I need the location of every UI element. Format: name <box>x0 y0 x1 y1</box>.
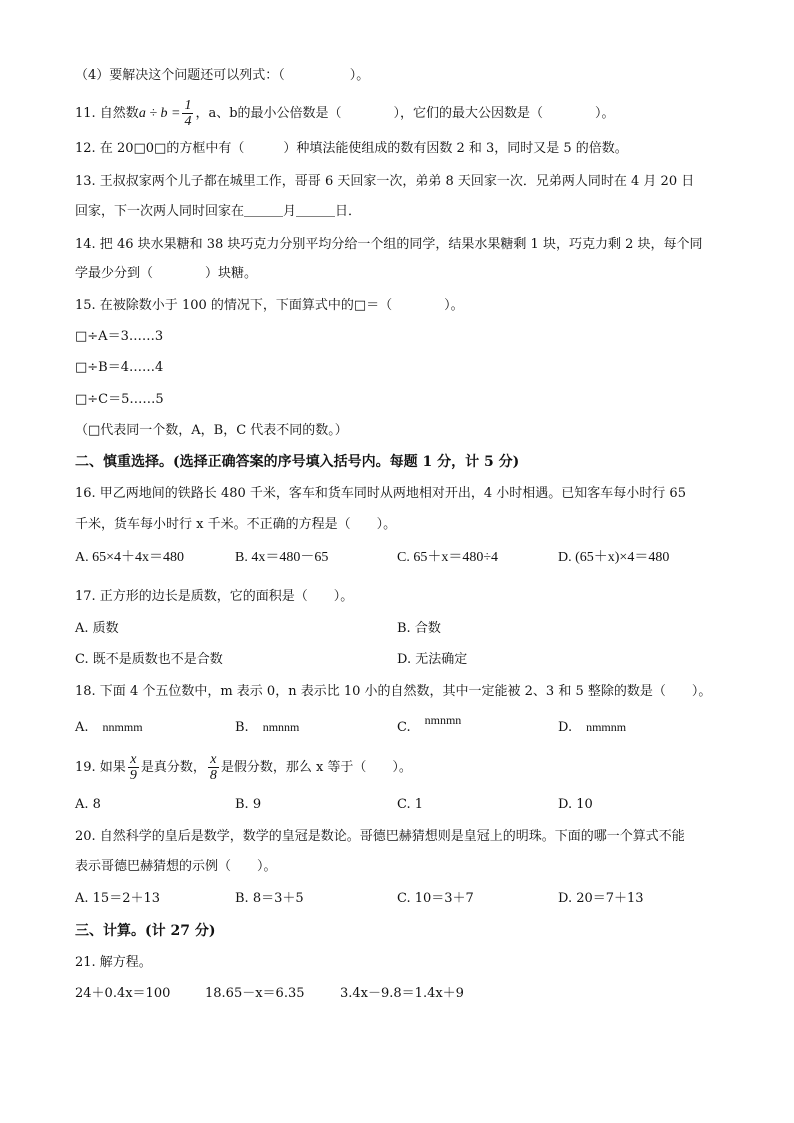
question-16-line-1: 16. 甲乙两地间的铁路长 480 千米，客车和货车同时从两地相对开出，4 小时相遇。已知客车每小时行 65 <box>75 486 686 501</box>
question-14-line-1: 14. 把 46 块水果糖和 38 块巧克力分别平均分给一个组的同学，结果水果糖剩 1 块，巧克力剩 2 块，每个同 <box>75 237 703 252</box>
question-18-stem: 18. 下面 4 个五位数中，m 表示 0，n 表示比 10 小的自然数，其中一定能被 2、3 和 5 整除的数是（ ）。 <box>75 684 712 699</box>
q17-option-d[interactable]: D. 无法确定 <box>397 652 468 667</box>
q18-option-c[interactable] <box>397 713 462 737</box>
q16-option-c[interactable]: C. 65＋x＝480÷4 <box>397 550 499 565</box>
q19-option-a[interactable]: A. 8 <box>75 797 101 812</box>
question-15-equation-1: □÷A＝3……3 <box>75 329 164 344</box>
question-14-line-2: 学最少分到（ ）块糖。 <box>75 266 258 281</box>
q19-fraction-1-numerator: x <box>128 752 139 768</box>
q19-fraction-2-denominator: 8 <box>209 768 217 783</box>
q20-option-d[interactable]: D. 20＝7＋13 <box>558 891 644 906</box>
q17-option-a[interactable]: A. 质数 <box>75 621 119 636</box>
question-15-note: （□代表同一个数，A，B，C 代表不同的数。） <box>75 423 348 438</box>
question-20-line-2: 表示哥德巴赫猜想的示例（ ）。 <box>75 859 277 874</box>
question-13-line-2: 回家，下一次两人同时回家在＿＿＿月＿＿＿日． <box>75 204 362 219</box>
q18-option-b[interactable] <box>235 718 299 737</box>
q19-suffix: 是假分数，那么 x 等于（ ）。 <box>220 760 412 775</box>
q11-fraction-denominator: 4 <box>184 114 192 129</box>
q18-option-a-letter: A. <box>75 720 89 735</box>
question-17-stem: 17. 正方形的边长是质数，它的面积是（ ）。 <box>75 589 354 604</box>
q20-option-b[interactable]: B. 8＝3＋5 <box>235 891 304 906</box>
q11-fraction-numerator: 1 <box>184 98 192 113</box>
q11-fraction <box>182 98 193 129</box>
q21-equation-1: 24＋0.4x＝100 <box>75 986 171 1001</box>
question-20-line-1: 20. 自然科学的皇后是数学，数学的皇冠是数论。哥德巴赫猜想则是皇冠上的明珠。下面的哪一个算式不能 <box>75 829 685 844</box>
q16-option-d[interactable]: D. (65＋x)×4＝480 <box>558 550 670 565</box>
q11-suffix: ，a、b的最小公倍数是（ ），它们的最大公因数是（ ）。 <box>195 106 615 121</box>
section-3-heading: 三、计算。(计 27 分) <box>75 923 216 939</box>
q18-option-c-value: nmnmn <box>424 713 462 727</box>
question-21-stem: 21. 解方程。 <box>75 955 152 970</box>
q19-fraction-2-numerator: x <box>208 752 219 768</box>
question-15-equation-3: □÷C＝5……5 <box>75 392 164 407</box>
q18-option-b-value: nmnnm <box>262 720 300 734</box>
question-10-4: （4）要解决这个问题还可以列式：（ ）。 <box>75 68 370 83</box>
question-16-line-2: 千米，货车每小时行 x 千米。不正确的方程是（ ）。 <box>75 517 397 532</box>
q18-option-b-letter: B. <box>235 720 249 735</box>
question-11 <box>75 96 615 132</box>
q18-option-a[interactable] <box>75 718 143 737</box>
q19-prefix: 19. 如果 <box>75 760 126 775</box>
q19-middle: 是真分数， <box>140 760 206 775</box>
q19-option-d[interactable]: D. 10 <box>558 797 593 812</box>
q18-option-a-value: nnmmm <box>102 720 143 734</box>
question-12: 12. 在 20□0□的方框中有（ ）种填法能使组成的数有因数 2 和 3，同时又是 5 的倍数。 <box>75 141 628 156</box>
q21-equation-3: 3.4x－9.8＝1.4x＋9 <box>340 986 464 1001</box>
q19-fraction-2 <box>208 752 219 783</box>
q19-option-c[interactable]: C. 1 <box>397 797 424 812</box>
q18-option-d[interactable] <box>558 718 626 737</box>
q19-option-b[interactable]: B. 9 <box>235 797 262 812</box>
q11-prefix: 11. 自然数 <box>75 106 139 121</box>
q20-option-a[interactable]: A. 15＝2＋13 <box>75 891 161 906</box>
q18-option-d-letter: D. <box>558 720 573 735</box>
question-15-stem: 15. 在被除数小于 100 的情况下，下面算式中的□＝（ ）。 <box>75 298 464 313</box>
section-2-heading: 二、慎重选择。(选择正确答案的序号填入括号内。每题 1 分，计 5 分) <box>75 454 520 470</box>
question-13-line-1: 13. 王叔叔家两个儿子都在城里工作，哥哥 6 天回家一次，弟弟 8 天回家一次．兄弟两人同时在 4 月 20 日 <box>75 174 695 189</box>
q21-equation-2: 18.65－x＝6.35 <box>205 986 305 1001</box>
q16-option-b[interactable]: B. 4x＝480－65 <box>235 550 329 565</box>
q17-option-b[interactable]: B. 合数 <box>397 621 441 636</box>
q20-option-c[interactable]: C. 10＝3＋7 <box>397 891 474 906</box>
q19-fraction-1 <box>128 752 139 783</box>
q16-option-a[interactable]: A. 65×4＋4x＝480 <box>75 550 185 565</box>
q11-expression: a ÷ b = <box>138 106 181 121</box>
q18-option-c-letter: C. <box>397 720 411 735</box>
question-15-equation-2: □÷B＝4……4 <box>75 360 164 375</box>
q19-fraction-1-denominator: 9 <box>129 768 137 783</box>
question-19 <box>75 750 412 786</box>
q18-option-d-value: nmmnm <box>586 720 627 734</box>
q17-option-c[interactable]: C. 既不是质数也不是合数 <box>75 652 223 667</box>
